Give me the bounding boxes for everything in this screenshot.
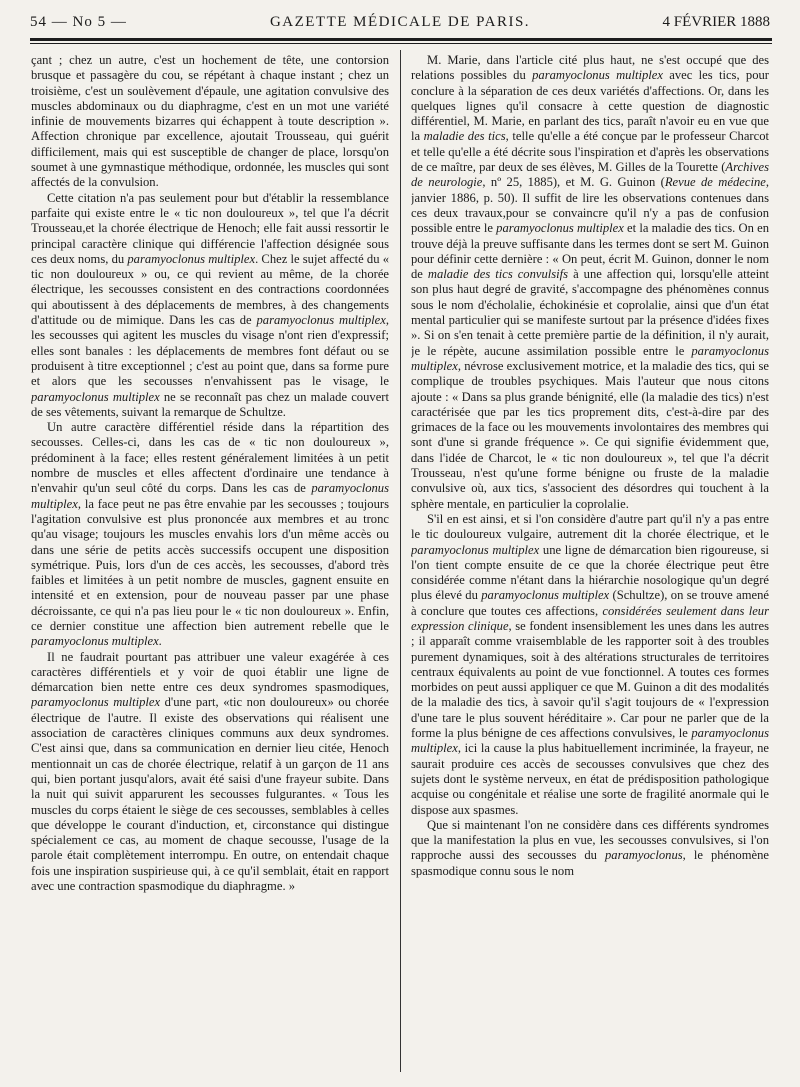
page-number: 54 — No 5 — (30, 14, 127, 30)
paragraph: M. Marie, dans l'article cité plus haut, ne s'est occupé que des relations possibles du paramyoclonus multiplex avec les tics, pour conclure à la séparation de ces deux variétés d'affections. Or, dans les quelques lignes qu'il consacre à cette question de diagnostic différentiel, M. Marie, en parlant des tics, paraît n'avoir eu en vue que la maladie des tics, telle qu'elle a été conçue par le professeur Charcot et telle qu'elle a été décrite sous l'inspiration et d'après les observations de ce maître, par deux de ses élèves, M. Gilles de la Tourette (Archives de neurologie, nº 25, 1885), et M. G. Guinon (Revue de médecine, janvier 1886, p. 50). Il suffit de lire les observations contenues dans ces deux travaux,pour se convaincre qu'il n'y a pas de confusion possible entre le paramyoclonus multiplex et la maladie des tics. On en trouve déjà la preuve suffisante dans les termes dont se sert M. Guinon pour définir cette dernière : « On peut, écrit M. Guinon, donner le nom de maladie des tics convulsifs à une affection qui, lorsqu'elle atteint son plus haut degré de gravité, s'accompagne des phénomènes connus sous le nom d'écholalie, échokinésie et coprolalie, ainsi que d'un état mental particulier qui se manifeste surtout par la présence d'idées fixes ». Si on s'en tenait à cette première partie de la définition, il n'y aurait, je le répète, aucune assimilation possible entre le paramyoclonus multiplex, névrose exclusivement motrice, et la maladie des tics, qui se complique de troubles psychiques. Mais l'auteur que nous citons ajoute : « Dans sa plus grande bénignité, elle (la maladie des tics) n'est caractérisée que par les tics proprement dits, c'est-à-dire par des grimaces de la face ou les mouvements involontaires des membres qui sont d'une si grande fréquence ». Ce qui signifie évidemment que, dans l'idée de Charcot, le « tic non douloureux », tel que l'a décrit Trousseau, n'est qu'une forme bénigne ou fruste de la maladie convulsive où, aux tics, s'associent des désordres qui touchent à la sphère mentale, en particulier la coprolalie. (411, 53, 769, 511)
paragraph: Que si maintenant l'on ne considère dans ces différents syndromes que la manifestation la plus en vue, les secousses convulsives, si l'on rapproche aussi des secousses du paramyoclonus, le phénomène spasmodique connu sous le nom (411, 817, 769, 878)
column-divider (400, 50, 401, 1072)
paragraph: çant ; chez un autre, c'est un hochement de tête, une contorsion brusque et passagère du cou, se répétant à chaque instant ; chez un troisième, c'est un soulèvement d'épaule, une agitation convulsive des muscles abdominaux ou du diaphragme, c'est en un mot une variété infinie de mouvements bizarres qui échappent à toute description ». Affection chronique par excellence, ajoutait Trousseau, qui guérit difficilement, mais qui est susceptible de changer de place, lorsqu'on soumet à une gymnastique méthodique, ordonnée, les muscles qui sont affectés de la convulsion. (31, 53, 389, 190)
header-rule-thick (30, 38, 772, 41)
left-column (31, 53, 389, 1083)
paragraph: Un autre caractère différentiel réside dans la répartition des secousses. Celles-ci, dans les cas de « tic non douloureux », prédominent à la face; elles restent généralement limitées à un petit nombre de muscles et elles affectent d'ordinaire une tendance à n'envahir qu'un seul côté du corps. Dans les cas de paramyoclonus multiplex, la face peut ne pas être envahie par les secousses ; toujours l'agitation convulsive est plus prononcée aux membres et au tronc qu'au visage; toujours les muscles envahis lors d'un même accès ou dans une série de petits accès successifs occupent une disposition symétrique. Puis, lors d'un de ces accès, les secousses, d'abord très faibles et limitées à un petit nombre de muscles, gagnent ensuite en intensité et en extension, pour de nouveau passer par une phase décroissante, ce qui n'a pas lieu pour le « tic non douloureux ». Enfin, ce dernier constitue une affection bien autrement rebelle que le paramyoclonus multiplex. (31, 420, 389, 649)
paragraph: Il ne faudrait pourtant pas attribuer une valeur exagérée à ces caractères différentiels et y voir de quoi établir une ligne de démarcation bien nette entre ces deux syndromes spasmodiques, paramyoclonus multiplex d'une part, «tic non douloureux» ou chorée électrique de l'autre. Il existe des observations qui réalisent une association de caractères cliniques communs aux deux syndromes. C'est ainsi que, dans sa communication en dernier lieu citée, Henoch mentionnait un cas de chorée électrique, relatif à un garçon de 11 ans qui, bien portant jusqu'alors, avait été saisi d'une frayeur subite. Dans la nuit qui suivit apparurent les secousses fulgurantes. « Tous les muscles du corps étaient le siège de ces secousses, semblables à celles que développe le courant d'induction, et, circonstance qui distingue spécialement ce cas, au moment de chaque secousse, l'usage de la parole était complètement interrompu. En outre, on entendait chaque fois une inspiration suspirieuse qui, à ce qu'il semblait, était en rapport avec une contraction spasmodique du diaphragme. » (31, 649, 389, 894)
header-rule-thin (30, 43, 772, 44)
page-header (30, 14, 770, 36)
paragraph: S'il en est ainsi, et si l'on considère d'autre part qu'il n'y a pas entre le tic douloureux vulgaire, autrement dit la chorée électrique, et le paramyoclonus multiplex une ligne de démarcation bien rigoureuse, si l'on tient compte ensuite de ce que la chorée électrique peut être considérée comme n'étant dans la hiérarchie nosologique qu'un degré plus élevé du paramyoclonus multiplex (Schultze), on se trouve amené à conclure que toutes ces affections, considérées seulement dans leur expression clinique, se fondent insensiblement les unes dans les autres ; il apparaît comme vraisemblable de les rapporter soit à des troubles purement dynamiques, soit à des altérations structurales de territoires centraux équivalents au point de vue fonctionnel. A toutes ces formes morbides on peut aussi appliquer ce que M. Guinon a dit des modalités de la maladie des tics, à savoir qu'il s'agit toujours de « l'expression d'une tare le plus souvent héréditaire ». Car pour ne parler que de la forme la plus bénigne de ces affections convulsives, le paramyoclonus multiplex, ici la cause la plus habituellement incriminée, la frayeur, ne saurait produire ces accès de secousses convulsives que chez des sujets dont le système nerveux, en état de prédisposition pathologique acquise ou congénitale et réalise une sorte de fragilité anormale qui le dispose aux spasmes. (411, 511, 769, 817)
right-column (411, 53, 769, 1083)
journal-title: GAZETTE MÉDICALE DE PARIS. (269, 14, 531, 30)
paragraph: Cette citation n'a pas seulement pour but d'établir la ressemblance parfaite qui existe entre le « tic non douloureux », tel que l'a décrit Trousseau,et la chorée électrique de Henoch; elle fait aussi ressortir le principal caractère clinique qui différencie l'affection désignée sous ces deux noms, du paramyoclonus multiplex. Chez le sujet affecté du « tic non douloureux » ou, ce qui revient au même, de la chorée électrique, les secousses consistent en des contractions coordonnées qui aboutissent à des déplacements de membres, à des changements d'attitude ou de mimique. Dans les cas de paramyoclonus multiplex, les secousses qui agitent les muscles du visage n'ont rien d'expressif; elles sont banales : les déplacements de membres font défaut ou se produisent à titre exceptionnel ; c'est au point que, dans sa forme pure et alors que les secousses n'envahissent pas le visage, le paramyoclonus multiplex ne se reconnaît pas chez un malade couvert de ses vêtements, suivant la remarque de Schultze. (31, 190, 389, 419)
issue-date: 4 FÉVRIER 1888 (662, 14, 770, 30)
